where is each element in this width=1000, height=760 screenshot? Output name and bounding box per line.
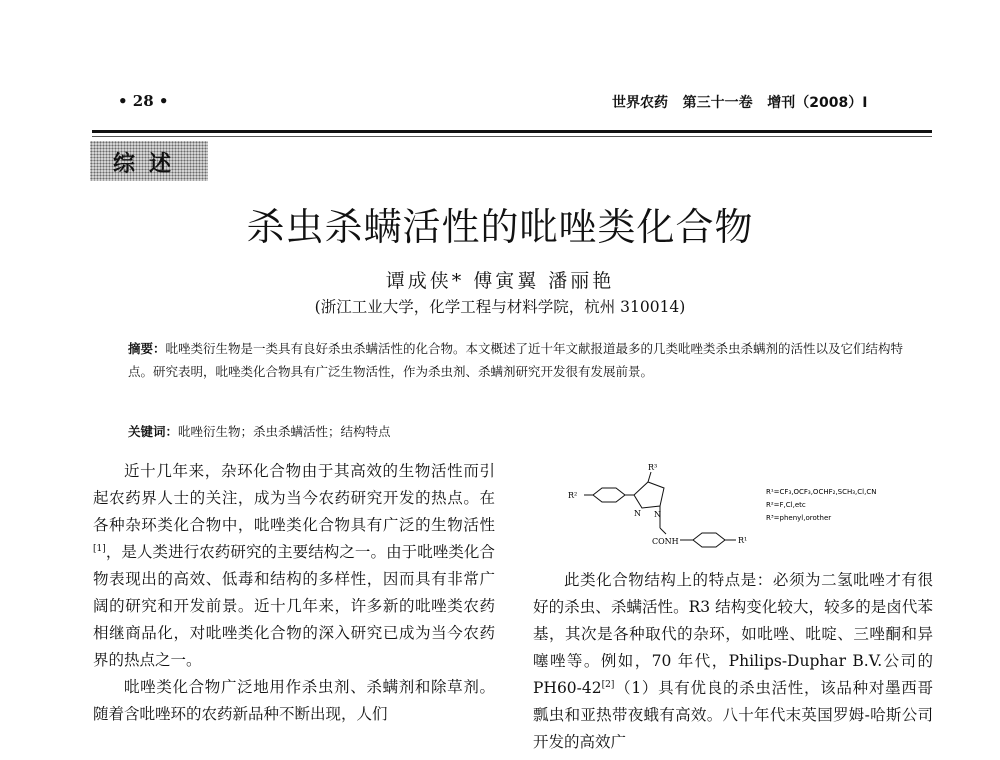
section-tag xyxy=(90,141,208,181)
body-text: 吡唑类化合物广泛地用作杀虫剂、杀螨剂和除草剂。随着含吡唑环的农药新品种不断出现，人们 xyxy=(93,678,495,723)
body-paragraph xyxy=(93,674,495,728)
article-title: 杀虫杀螨活性的吡唑类化合物 xyxy=(246,205,754,249)
author-list: 谭成侠* 傅寅翼 潘丽艳 xyxy=(385,270,615,292)
page-number: • 28 • xyxy=(118,92,169,110)
body-text: （1）具有优良的杀虫活性，该品种对墨西哥瓢虫和亚热带夜蛾有高效。八十年代末英国罗姆-哈斯公司开发的高效广 xyxy=(533,679,933,751)
benzene-ring-right xyxy=(693,533,725,547)
label-r2: R² xyxy=(568,491,578,500)
label-conh: CONH xyxy=(652,537,679,546)
body-text: 此类化合物结构上的特点是：必须为二氢吡唑才有很好的杀虫、杀螨活性。R3 结构变化较大，较多的是卤代苯基，其次是各种取代的杂环，如吡唑、吡啶、三唑酮和异噻唑等。例如，70 年代，Philips-Duphar B.V.公司的 PH60-42 xyxy=(533,571,933,697)
substituent-r2: R²=F,Cl,etc xyxy=(766,501,806,509)
body-column-right xyxy=(533,567,933,756)
keywords-text: 吡唑衍生物；杀虫杀螨活性；结构特点 xyxy=(178,424,391,439)
section-label: 综述 xyxy=(112,152,185,177)
benzene-ring-left xyxy=(593,488,625,502)
pyrazoline-ring xyxy=(634,482,664,508)
abstract xyxy=(128,337,908,383)
header-rule xyxy=(92,130,932,133)
body-column-left xyxy=(93,458,495,728)
keywords xyxy=(128,422,908,440)
journal-volume: 第三十一卷 xyxy=(682,95,753,111)
citation-ref: [2] xyxy=(601,679,615,690)
journal-name: 世界农药 xyxy=(612,95,668,111)
journal-issue: 增刊（2008）Ⅰ xyxy=(767,95,868,111)
running-header xyxy=(612,92,867,112)
citation-ref: [1] xyxy=(93,543,106,554)
chemical-structure-figure xyxy=(548,462,933,562)
body-text: 近十几年来，杂环化合物由于其高效的生物活性而引起农药界人士的关注，成为当今农药研究开发的热点。在各种杂环类化合物中，吡唑类化合物具有广泛的生物活性 xyxy=(93,462,495,534)
substituent-r1: R¹=CF₃,OCF₃,OCHF₂,SCH₃,Cl,CN xyxy=(766,488,877,496)
label-n2: N xyxy=(654,510,661,519)
body-text: ，是人类进行农药研究的主要结构之一。由于吡唑类化合物表现出的高效、低毒和结构的多样性，因而具有非常广阔的研究和开发前景。近十几年来，许多新的吡唑类农药相继商品化，对吡唑类化合物的深入研究已成为当今农药界的热点之一。 xyxy=(93,543,495,669)
abstract-label: 摘要： xyxy=(128,341,166,356)
label-r1: R¹ xyxy=(738,536,748,545)
body-paragraph xyxy=(533,567,933,756)
affiliation: (浙江工业大学，化学工程与材料学院，杭州 310014) xyxy=(314,298,686,316)
label-r3: R³ xyxy=(648,463,658,472)
keywords-label: 关键词： xyxy=(128,424,179,439)
label-n1: N xyxy=(634,509,641,518)
substituent-r3: R³=phenyl,orother xyxy=(766,514,832,522)
abstract-text: 吡唑类衍生物是一类具有良好杀虫杀螨活性的化合物。本文概述了近十年文献报道最多的几类吡唑类杀虫杀螨剂的活性以及它们结构特点。研究表明，吡唑类化合物具有广泛生物活性，作为杀虫剂、杀螨剂研究开发很有发展前景。 xyxy=(128,341,904,379)
body-paragraph xyxy=(93,458,495,674)
header-rule-thin xyxy=(92,136,932,137)
